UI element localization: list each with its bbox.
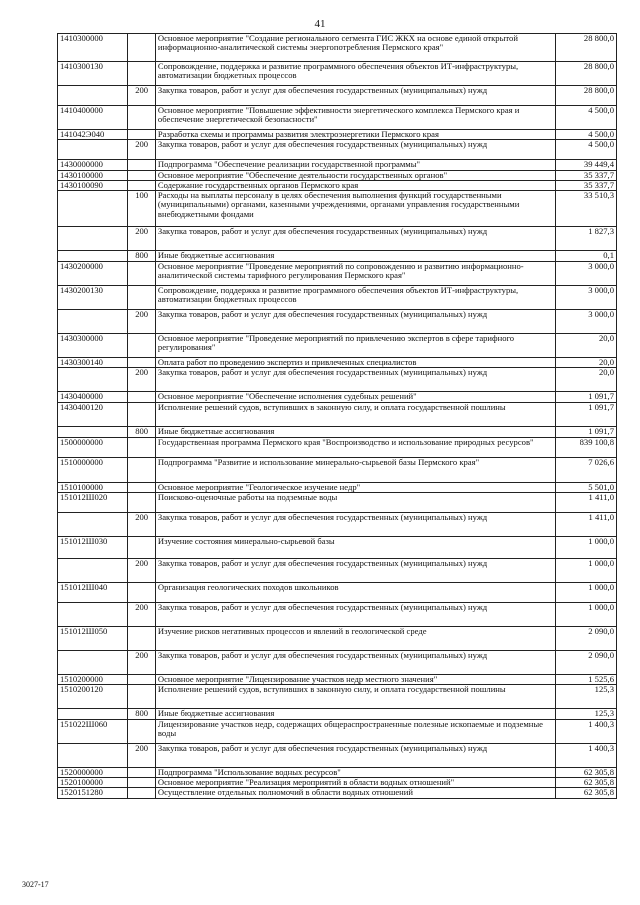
description-cell: Закупка товаров, работ и услуг для обеспечения государственных (муниципальных) нужд xyxy=(155,559,555,583)
expense-type-cell xyxy=(128,583,156,603)
table-row xyxy=(58,392,617,402)
target-code-cell xyxy=(58,709,128,719)
table-row xyxy=(58,310,617,334)
description-cell: Закупка товаров, работ и услуг для обеспечения государственных (муниципальных) нужд xyxy=(155,86,555,106)
amount-cell: 1 525,6 xyxy=(555,675,616,685)
description-cell: Изучение состояния минерально-сырьевой базы xyxy=(155,537,555,559)
description-cell: Основное мероприятие "Проведение мероприятий по привлечению экспертов в сфере тарифного регулирования" xyxy=(155,334,555,358)
amount-cell: 7 026,6 xyxy=(555,457,616,482)
target-code-cell: 1430100000 xyxy=(58,170,128,180)
description-cell: Основное мероприятие "Обеспечение исполнения судебных решений" xyxy=(155,392,555,402)
expense-type-cell xyxy=(128,160,156,170)
target-code-cell: 1430000000 xyxy=(58,160,128,170)
target-code-cell xyxy=(58,426,128,437)
target-code-cell: 141042Э040 xyxy=(58,130,128,140)
amount-cell: 33 510,3 xyxy=(555,191,616,227)
description-cell: Закупка товаров, работ и услуг для обеспечения государственных (муниципальных) нужд xyxy=(155,651,555,675)
target-code-cell xyxy=(58,368,128,392)
expense-type-cell xyxy=(128,358,156,368)
table-row xyxy=(58,675,617,685)
amount-cell: 1 091,7 xyxy=(555,402,616,426)
target-code-cell: 1430100090 xyxy=(58,180,128,190)
expense-type-cell xyxy=(128,537,156,559)
table-row xyxy=(58,457,617,482)
description-cell: Изучение рисков негативных процессов и явлений в геологической среде xyxy=(155,627,555,651)
amount-cell: 35 337,7 xyxy=(555,170,616,180)
expense-type-cell xyxy=(128,402,156,426)
table-row xyxy=(58,685,617,709)
description-cell: Поисково-оценочные работы на подземные воды xyxy=(155,493,555,513)
expense-type-cell xyxy=(128,106,156,130)
description-cell: Закупка товаров, работ и услуг для обеспечения государственных (муниципальных) нужд xyxy=(155,603,555,627)
expense-type-cell xyxy=(128,482,156,492)
expense-type-cell xyxy=(128,286,156,310)
amount-cell: 125,3 xyxy=(555,685,616,709)
amount-cell: 1 411,0 xyxy=(555,493,616,513)
amount-cell: 1 827,3 xyxy=(555,227,616,251)
amount-cell: 20,0 xyxy=(555,368,616,392)
target-code-cell: 1430200000 xyxy=(58,262,128,286)
description-cell: Содержание государственных органов Пермского края xyxy=(155,180,555,190)
description-cell: Государственная программа Пермского края "Воспроизводство и использование природных ресурсов" xyxy=(155,437,555,457)
target-code-cell: 1430300000 xyxy=(58,334,128,358)
expense-type-cell: 200 xyxy=(128,603,156,627)
description-cell: Подпрограмма "Развитие и использование минерально-сырьевой базы Пермского края" xyxy=(155,457,555,482)
table-row xyxy=(58,767,617,777)
expense-type-cell xyxy=(128,675,156,685)
expense-type-cell xyxy=(128,685,156,709)
target-code-cell: 1500000000 xyxy=(58,437,128,457)
expense-type-cell: 800 xyxy=(128,709,156,719)
amount-cell: 62 305,8 xyxy=(555,788,616,798)
document-footer-code: 3027-17 xyxy=(22,880,49,889)
description-cell: Закупка товаров, работ и услуг для обеспечения государственных (муниципальных) нужд xyxy=(155,140,555,160)
target-code-cell xyxy=(58,310,128,334)
target-code-cell: 1520100000 xyxy=(58,777,128,787)
target-code-cell xyxy=(58,603,128,627)
expense-type-cell xyxy=(128,262,156,286)
table-row xyxy=(58,651,617,675)
table-row xyxy=(58,437,617,457)
table-row xyxy=(58,140,617,160)
description-cell: Основное мероприятие "Создание регионального сегмента ГИС ЖКХ на основе единой открытой информационно-аналитической системы энергопотребления Пермского края" xyxy=(155,34,555,62)
target-code-cell: 1430400000 xyxy=(58,392,128,402)
amount-cell: 1 400,3 xyxy=(555,743,616,767)
amount-cell: 1 411,0 xyxy=(555,513,616,537)
amount-cell: 4 500,0 xyxy=(555,140,616,160)
amount-cell: 28 800,0 xyxy=(555,86,616,106)
description-cell: Закупка товаров, работ и услуг для обеспечения государственных (муниципальных) нужд xyxy=(155,368,555,392)
amount-cell: 1 000,0 xyxy=(555,559,616,583)
target-code-cell: 1410300130 xyxy=(58,62,128,86)
amount-cell: 3 000,0 xyxy=(555,262,616,286)
description-cell: Основное мероприятие "Обеспечение деятельности государственных органов" xyxy=(155,170,555,180)
table-row xyxy=(58,603,617,627)
description-cell: Закупка товаров, работ и услуг для обеспечения государственных (муниципальных) нужд xyxy=(155,227,555,251)
description-cell: Разработка схемы и программы развития электроэнергетики Пермского края xyxy=(155,130,555,140)
amount-cell: 1 000,0 xyxy=(555,603,616,627)
expense-type-cell: 200 xyxy=(128,368,156,392)
table-row xyxy=(58,86,617,106)
description-cell: Основное мероприятие "Повышение эффективности энергетического комплекса Пермского края и обеспечение энергетической безопасности" xyxy=(155,106,555,130)
target-code-cell xyxy=(58,251,128,262)
description-cell: Закупка товаров, работ и услуг для обеспечения государственных (муниципальных) нужд xyxy=(155,310,555,334)
target-code-cell: 151022Ш060 xyxy=(58,719,128,743)
table-row xyxy=(58,130,617,140)
target-code-cell xyxy=(58,86,128,106)
description-cell: Основное мероприятие "Реализация мероприятий в области водных отношений" xyxy=(155,777,555,787)
expense-type-cell: 200 xyxy=(128,513,156,537)
target-code-cell: 1520151280 xyxy=(58,788,128,798)
amount-cell: 1 000,0 xyxy=(555,537,616,559)
budget-table xyxy=(57,33,617,799)
description-cell: Основное мероприятие "Геологическое изучение недр" xyxy=(155,482,555,492)
amount-cell: 28 800,0 xyxy=(555,62,616,86)
description-cell: Закупка товаров, работ и услуг для обеспечения государственных (муниципальных) нужд xyxy=(155,513,555,537)
expense-type-cell: 200 xyxy=(128,86,156,106)
description-cell: Оплата работ по проведению экспертиз и привлеченных специалистов xyxy=(155,358,555,368)
target-code-cell xyxy=(58,227,128,251)
expense-type-cell: 200 xyxy=(128,743,156,767)
table-row xyxy=(58,583,617,603)
amount-cell: 0,1 xyxy=(555,251,616,262)
target-code-cell: 1520000000 xyxy=(58,767,128,777)
table-row xyxy=(58,334,617,358)
amount-cell: 1 400,3 xyxy=(555,719,616,743)
expense-type-cell xyxy=(128,334,156,358)
amount-cell: 2 090,0 xyxy=(555,651,616,675)
target-code-cell: 1510200120 xyxy=(58,685,128,709)
target-code-cell: 1430400120 xyxy=(58,402,128,426)
table-row xyxy=(58,262,617,286)
description-cell: Осуществление отдельных полномочий в области водных отношений xyxy=(155,788,555,798)
target-code-cell xyxy=(58,191,128,227)
table-row xyxy=(58,34,617,62)
expense-type-cell: 800 xyxy=(128,426,156,437)
target-code-cell xyxy=(58,559,128,583)
target-code-cell xyxy=(58,651,128,675)
expense-type-cell: 200 xyxy=(128,310,156,334)
expense-type-cell: 200 xyxy=(128,140,156,160)
target-code-cell xyxy=(58,140,128,160)
amount-cell: 3 000,0 xyxy=(555,286,616,310)
table-row xyxy=(58,358,617,368)
expense-type-cell xyxy=(128,777,156,787)
target-code-cell: 1510100000 xyxy=(58,482,128,492)
expense-type-cell xyxy=(128,788,156,798)
expense-type-cell xyxy=(128,392,156,402)
expense-type-cell: 200 xyxy=(128,227,156,251)
expense-type-cell: 800 xyxy=(128,251,156,262)
expense-type-cell xyxy=(128,767,156,777)
target-code-cell: 151012Ш030 xyxy=(58,537,128,559)
description-cell: Закупка товаров, работ и услуг для обеспечения государственных (муниципальных) нужд xyxy=(155,743,555,767)
table-row xyxy=(58,493,617,513)
description-cell: Подпрограмма "Использование водных ресурсов" xyxy=(155,767,555,777)
description-cell: Иные бюджетные ассигнования xyxy=(155,426,555,437)
target-code-cell: 1410400000 xyxy=(58,106,128,130)
description-cell: Исполнение решений судов, вступивших в законную силу, и оплата государственной пошлины xyxy=(155,402,555,426)
expense-type-cell xyxy=(128,180,156,190)
amount-cell: 125,3 xyxy=(555,709,616,719)
amount-cell: 839 100,8 xyxy=(555,437,616,457)
description-cell: Основное мероприятие "Лицензирование участков недр местного значения" xyxy=(155,675,555,685)
expense-type-cell: 200 xyxy=(128,651,156,675)
table-row xyxy=(58,719,617,743)
target-code-cell xyxy=(58,743,128,767)
table-row xyxy=(58,191,617,227)
description-cell: Иные бюджетные ассигнования xyxy=(155,709,555,719)
target-code-cell xyxy=(58,513,128,537)
expense-type-cell xyxy=(128,437,156,457)
expense-type-cell xyxy=(128,719,156,743)
amount-cell: 1 091,7 xyxy=(555,392,616,402)
budget-table-body xyxy=(58,34,617,799)
description-cell: Подпрограмма "Обеспечение реализации государственной программы" xyxy=(155,160,555,170)
table-row xyxy=(58,180,617,190)
expense-type-cell: 200 xyxy=(128,559,156,583)
table-row xyxy=(58,106,617,130)
table-row xyxy=(58,559,617,583)
amount-cell: 2 090,0 xyxy=(555,627,616,651)
amount-cell: 20,0 xyxy=(555,334,616,358)
table-row xyxy=(58,537,617,559)
expense-type-cell xyxy=(128,130,156,140)
description-cell: Расходы на выплаты персоналу в целях обеспечения выполнения функций государственными (муниципальными) органами, казенными учреждениями, органами управления государственными внебюджетными фондами xyxy=(155,191,555,227)
amount-cell: 28 800,0 xyxy=(555,34,616,62)
description-cell: Исполнение решений судов, вступивших в законную силу, и оплата государственной пошлины xyxy=(155,685,555,709)
table-row xyxy=(58,227,617,251)
description-cell: Иные бюджетные ассигнования xyxy=(155,251,555,262)
target-code-cell: 1510200000 xyxy=(58,675,128,685)
amount-cell: 5 501,0 xyxy=(555,482,616,492)
expense-type-cell: 100 xyxy=(128,191,156,227)
expense-type-cell xyxy=(128,627,156,651)
target-code-cell: 151012Ш020 xyxy=(58,493,128,513)
target-code-cell: 1430300140 xyxy=(58,358,128,368)
table-row xyxy=(58,627,617,651)
table-row xyxy=(58,777,617,787)
table-row xyxy=(58,426,617,437)
amount-cell: 62 305,8 xyxy=(555,767,616,777)
target-code-cell: 151012Ш050 xyxy=(58,627,128,651)
table-row xyxy=(58,286,617,310)
target-code-cell: 1510000000 xyxy=(58,457,128,482)
amount-cell: 1 091,7 xyxy=(555,426,616,437)
amount-cell: 1 000,0 xyxy=(555,583,616,603)
table-row xyxy=(58,788,617,798)
amount-cell: 39 449,4 xyxy=(555,160,616,170)
table-row xyxy=(58,743,617,767)
amount-cell: 4 500,0 xyxy=(555,130,616,140)
table-row xyxy=(58,160,617,170)
table-row xyxy=(58,482,617,492)
description-cell: Основное мероприятие "Проведение мероприятий по сопровождению и развитию информационно-аналитической системы тарифного регулирования Пермского края" xyxy=(155,262,555,286)
expense-type-cell xyxy=(128,457,156,482)
table-row xyxy=(58,709,617,719)
page-number: 41 xyxy=(314,18,326,30)
amount-cell: 20,0 xyxy=(555,358,616,368)
expense-type-cell xyxy=(128,34,156,62)
target-code-cell: 151012Ш040 xyxy=(58,583,128,603)
amount-cell: 62 305,8 xyxy=(555,777,616,787)
amount-cell: 35 337,7 xyxy=(555,180,616,190)
description-cell: Сопровождение, поддержка и развитие программного обеспечения объектов ИТ-инфраструктуры, автоматизации бюджетных процессов xyxy=(155,62,555,86)
description-cell: Сопровождение, поддержка и развитие программного обеспечения объектов ИТ-инфраструктуры, автоматизации бюджетных процессов xyxy=(155,286,555,310)
expense-type-cell xyxy=(128,493,156,513)
table-row xyxy=(58,251,617,262)
table-row xyxy=(58,513,617,537)
expense-type-cell xyxy=(128,170,156,180)
description-cell: Лицензирование участков недр, содержащих общераспространенные полезные ископаемые и подземные воды xyxy=(155,719,555,743)
amount-cell: 3 000,0 xyxy=(555,310,616,334)
table-row xyxy=(58,402,617,426)
amount-cell: 4 500,0 xyxy=(555,106,616,130)
table-row xyxy=(58,368,617,392)
table-row xyxy=(58,62,617,86)
description-cell: Организация геологических походов школьников xyxy=(155,583,555,603)
target-code-cell: 1430200130 xyxy=(58,286,128,310)
expense-type-cell xyxy=(128,62,156,86)
target-code-cell: 1410300000 xyxy=(58,34,128,62)
table-row xyxy=(58,170,617,180)
